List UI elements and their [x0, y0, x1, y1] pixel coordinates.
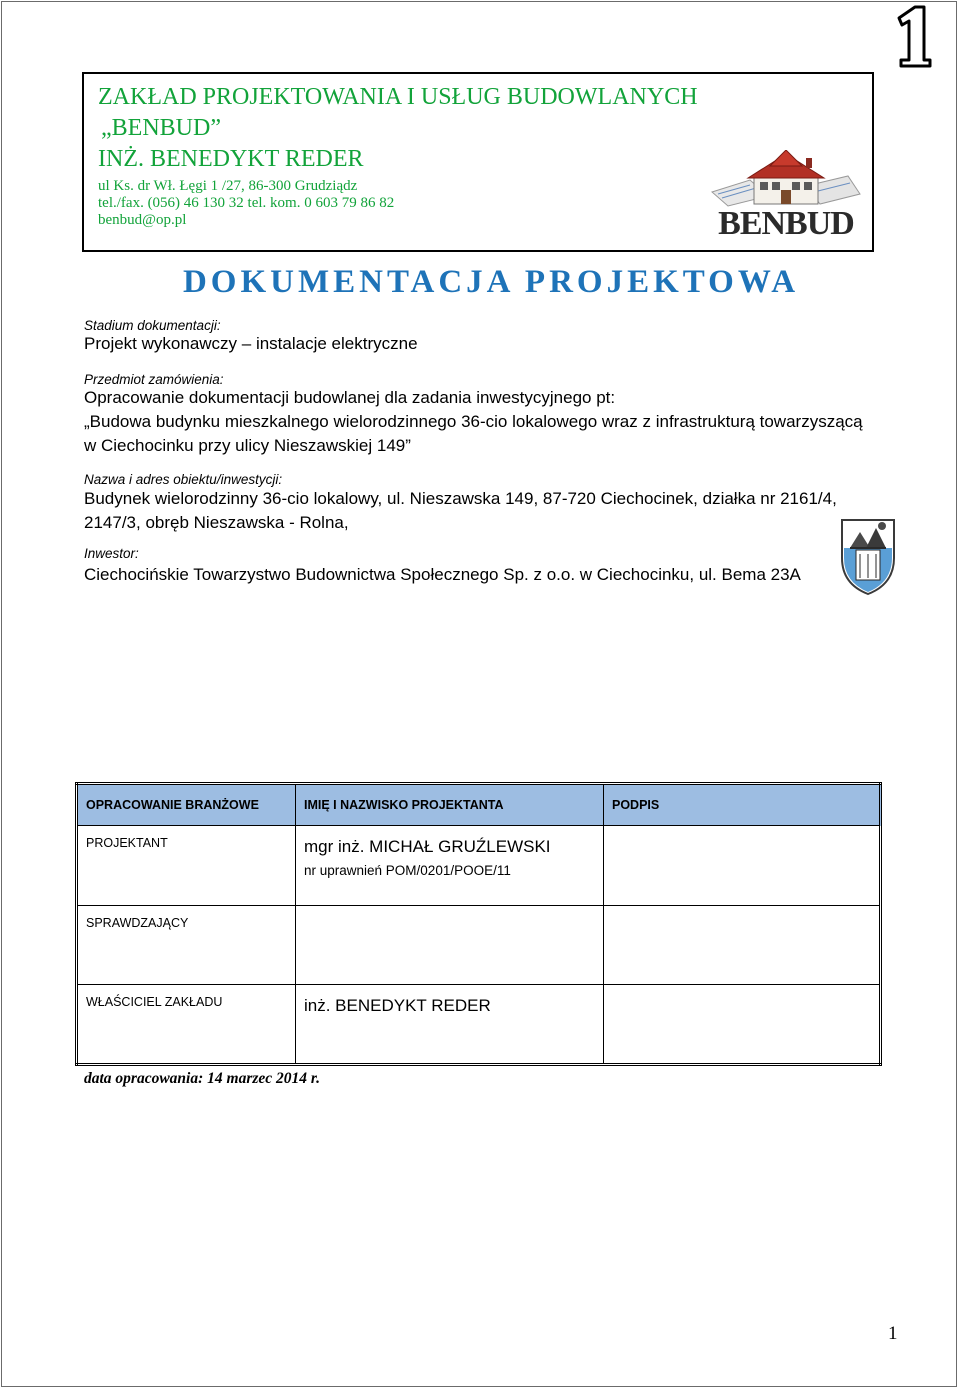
- table-row: [77, 984, 881, 1064]
- row-role: PROJEKTANT: [77, 826, 296, 906]
- company-name-line-1: ZAKŁAD PROJEKTOWANIA I USŁUG BUDOWLANYCH: [98, 84, 698, 110]
- row-name-cell: [296, 984, 604, 1064]
- page-marker: [893, 4, 933, 68]
- object-line-1: Budynek wielorodzinny 36-cio lokalowy, ul. Nieszawska 149, 87-720 Ciechocinek, działka nr 2161/4,: [84, 489, 837, 508]
- row-role: SPRAWDZAJĄCY: [77, 906, 296, 984]
- object-label: Nazwa i adres obiektu/inwestycji:: [84, 472, 283, 487]
- header-designer-name: IMIĘ I NAZWISKO PROJEKTANTA: [296, 784, 604, 826]
- signature-cell: [604, 906, 881, 984]
- subject-line-2: „Budowa budynku mieszkalnego wielorodzinnego 36-cio lokalowego wraz z infrastrukturą towarzyszącą: [84, 412, 863, 431]
- signature-table-header: [77, 784, 881, 826]
- investor-label: Inwestor:: [84, 546, 139, 561]
- row-name-cell: [296, 826, 604, 906]
- header-signature: PODPIS: [604, 784, 881, 826]
- subject-line-3: w Ciechocinku przy ulicy Nieszawskiej 149”: [84, 436, 411, 455]
- company-name-line-2: „BENBUD”: [101, 115, 221, 141]
- table-row: [77, 826, 881, 906]
- company-contact: [98, 178, 394, 229]
- company-name: [98, 82, 698, 175]
- object-text: [84, 487, 837, 535]
- header-discipline: OPRACOWANIE BRANŻOWE: [77, 784, 296, 826]
- object-line-2: 2147/3, obręb Nieszawska - Rolna,: [84, 513, 349, 532]
- document-title: DOKUMENTACJA PROJEKTOWA: [182, 264, 800, 300]
- subject-label: Przedmiot zamówienia:: [84, 372, 224, 387]
- benbud-logo-text: BENBUD: [718, 205, 854, 242]
- subject-text: [84, 386, 863, 458]
- preparation-date: data opracowania: 14 marzec 2014 r.: [84, 1070, 320, 1087]
- benbud-logo: [710, 150, 862, 242]
- designer-name: mgr inż. MICHAŁ GRUŹLEWSKI: [304, 837, 551, 857]
- stage-label: Stadium dokumentacji:: [84, 318, 221, 333]
- stage-value: Projekt wykonawczy – instalacje elektryczne: [84, 334, 418, 353]
- investor-value: Ciechocińskie Towarzystwo Budownictwa Społecznego Sp. z o.o. w Ciechocinku, ul. Bema 23A: [84, 565, 801, 584]
- company-name-line-3: INŻ. BENEDYKT REDER: [98, 146, 364, 172]
- signature-table: [75, 782, 882, 1066]
- company-email: benbud@op.pl: [98, 212, 187, 228]
- row-role: WŁAŚCICIEL ZAKŁADU: [77, 984, 296, 1064]
- company-address: ul Ks. dr Wł. Łęgi 1 /27, 86-300 Grudziądz: [98, 178, 358, 194]
- owner-name: inż. BENEDYKT REDER: [304, 995, 491, 1015]
- designer-license: nr uprawnień POM/0201/POOE/11: [304, 863, 511, 879]
- signature-cell: [604, 984, 881, 1064]
- table-row: [77, 906, 881, 984]
- row-name-cell: [296, 906, 604, 984]
- company-phone: tel./fax. (056) 46 130 32 tel. kom. 0 603 79 86 82: [98, 195, 395, 211]
- house-logo-icon: [710, 150, 862, 210]
- signature-cell: [604, 826, 881, 906]
- coat-of-arms-icon: [838, 514, 898, 596]
- subject-line-1: Opracowanie dokumentacji budowlanej dla zadania inwestycyjnego pt:: [84, 388, 616, 407]
- company-header-box: [82, 72, 874, 252]
- page-number: 1: [888, 1323, 898, 1344]
